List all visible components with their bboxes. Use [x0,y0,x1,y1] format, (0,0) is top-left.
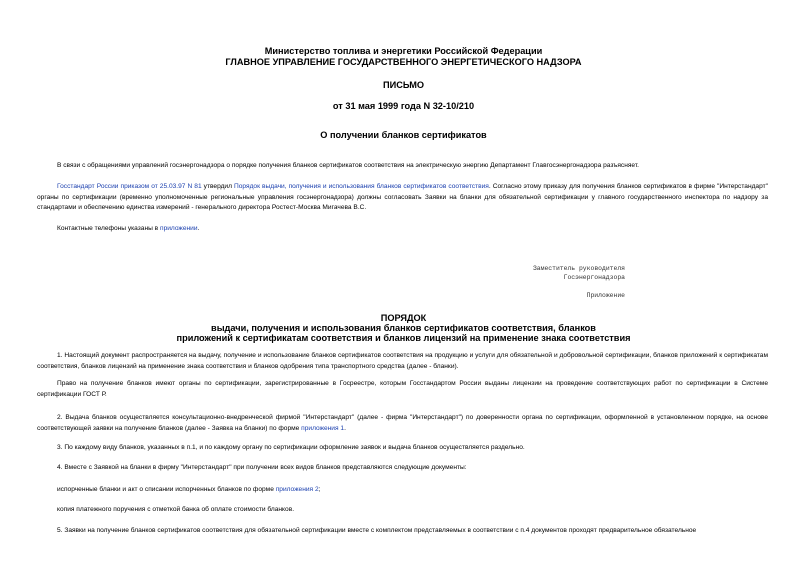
signature-position: Заместитель руководителя [532,265,625,272]
item-5: 5. Заявки на получение бланков сертификатов соответствия для обязательной сертификации вместе с комплектом представляемых в соответствии с п.4 документов проходят предварительное обязательное [57,527,697,534]
item-4-subitem-1 [37,485,768,496]
item-1-paragraph-2: Право на получение бланков имеют органы по сертификации, зарегистрированные в Госреестре, которым Госстандартом России выданы лицензии на проведение соответствующих работ по сертификации в Системе сертификации ГОСТ Р. [37,380,768,398]
item-2-end: . [344,424,346,432]
item-4a-text: испорченные бланки и акт о списании испорченных бланков по форме [57,486,276,493]
appendix-link[interactable]: приложении [160,225,198,232]
appendix-label: Приложение [586,292,625,299]
item-4: 4. Вместе с Заявкой на бланки в фирму "Интерстандарт" при получении всех видов бланков представляются следующие документы: [57,464,467,471]
document-type: ПИСЬМО [382,80,425,90]
appendix-2-link[interactable]: приложения 2 [275,486,319,493]
order-subtitle-1: выдачи, получения и использования бланков сертификатов соответствия, бланков [211,323,596,333]
department-title: ГЛАВНОЕ УПРАВЛЕНИЕ ГОСУДАРСТВЕННОГО ЭНЕРГЕТИЧЕСКОГО НАДЗОРА [225,57,582,67]
contacts-text: Контактные телефоны указаны в [57,225,160,232]
item-4a-end: ; [318,486,321,493]
order-subtitle-2: приложений к сертификатам соответствия и бланков лицензий на применение знака соответствия [176,333,631,343]
appendix-1-link[interactable]: приложения 1 [301,424,345,432]
document-date-number: от 31 мая 1999 года N 32-10/210 [332,101,475,111]
ministry-title: Министерство топлива и энергетики Российской Федерации [264,46,543,56]
contacts-text-end: . [197,225,200,232]
procedure-link[interactable]: Порядок выдачи, получения и использования бланков сертификатов соответствия [234,183,489,190]
order-title: ПОРЯДОК [380,313,427,323]
intro-text: утвердил [201,183,234,190]
item-3: 3. По каждому виду бланков, указанных в п.1, и по каждому органу по сертификации оформление заявок и выдача бланков осуществляется раздельно. [57,444,525,451]
item-4-subitem-2: копия платежного поручения с отметкой банка об оплате стоимости бланков. [57,506,295,513]
intro-paragraph-1: В связи с обращениями управлений госэнергонадзора о порядке получения бланков сертификатов соответствия на электрическую энергию Департамент Главгосэнергонадзора разъясняет. [57,162,639,169]
order-81-link[interactable]: Госстандарт России приказом от 25.03.97 N 81 [57,183,202,190]
signature-organization: Госэнергонадзора [563,274,625,281]
item-1: 1. Настоящий документ распространяется на выдачу, получение и использование бланков сертификатов соответствия на продукцию и услуги для обязательной и добровольной сертификации, бланков приложений к сертификатам соответствия, бланков лицензий на применение знака соответствия и бланков одобрения типа транспортного средства (далее - бланки). [37,352,768,370]
intro-paragraph-2 [37,182,768,214]
item-2-text: 2. Выдача бланков осуществляется консультационно-внедренческой фирмой "Интерстандарт" (далее - фирма "Интерстандарт") по доверенности органа по сертификации, оформленной в установленном порядке, на основе соответствующей заявки на получение бланков (далее - Заявка на бланки) по форме [37,414,768,432]
intro-paragraph-3 [37,224,768,235]
item-2 [37,413,768,434]
intro-text-rest: . Согласно этому приказу для получения бланков сертификатов в фирме "Интерстандарт" органы по сертификации (временно уполномоченные региональные управления госэнергонадзора) должны согласовать Заявки на бланки для обязательной сертификации у главного государственного инспектора по надзору за стандартами и обеспечению единства измерений - генерального директора Ростест-Москва Мигачева В.С. [37,183,768,211]
document-subject: О получении бланков сертификатов [320,130,487,140]
